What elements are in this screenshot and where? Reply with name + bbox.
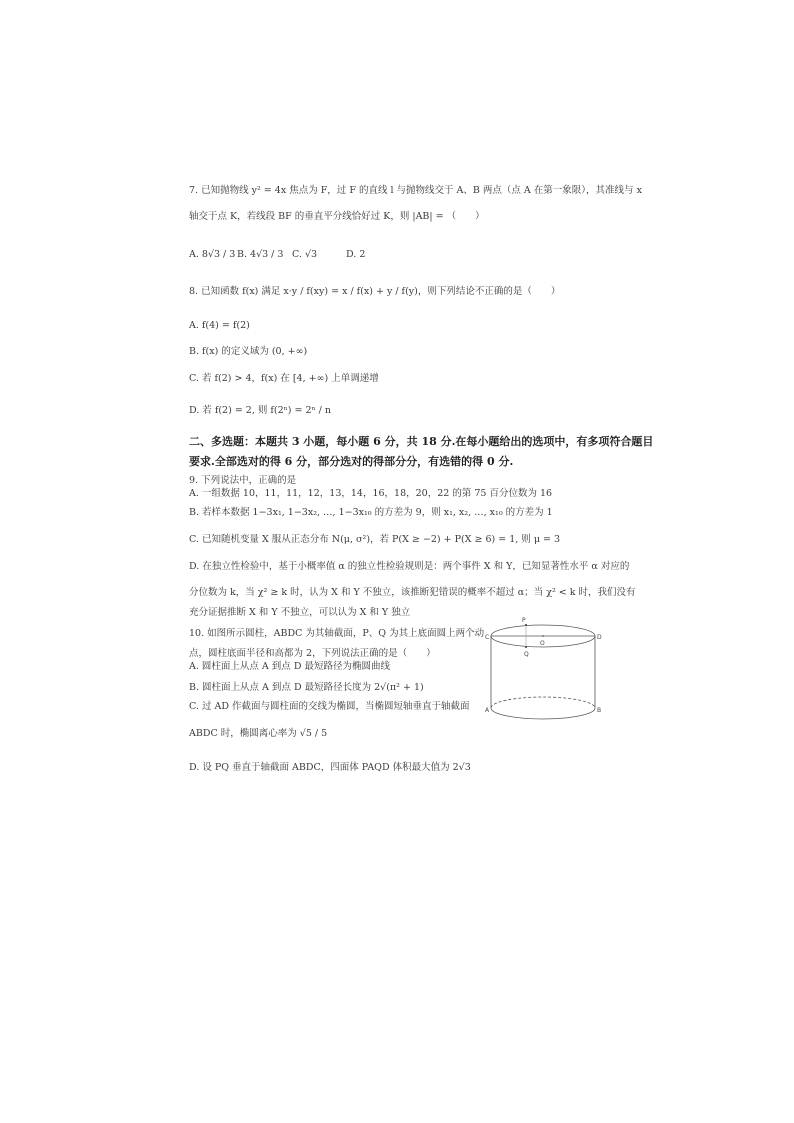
q9-option-d-line3: 充分证据推断 X 和 Y 不独立，可以认为 X 和 Y 独立	[189, 607, 411, 618]
q9-stem: 9. 下列说法中，正确的是	[189, 475, 297, 486]
q8-option-c: C. 若 f(2) > 4，f(x) 在 [4, +∞) 上单调递增	[189, 373, 379, 384]
q9-option-d-line1: D. 在独立性检验中，基于小概率值 α 的独立性检验规则是：两个事件 X 和 Y，已知显著性水平 α 对应的	[189, 561, 630, 572]
q8-stem: 8. 已知函数 f(x) 满足 x·y / f(xy) = x / f(x) + y / f(y)，则下列结论不正确的是（ ）	[189, 286, 561, 297]
bottom-base-front-arc	[491, 708, 595, 719]
label-c: C	[485, 634, 490, 641]
q9-option-c: C. 已知随机变量 X 服从正态分布 N(μ, σ²)，若 P(X ≥ −2) + P(X ≥ 6) = 1, 则 μ = 3	[189, 534, 561, 545]
q10-option-c-line1: C. 过 AD 作截面与圆柱面的交线为椭圆，当椭圆短轴垂直于轴截面	[189, 701, 470, 712]
point-q	[525, 646, 527, 648]
q8-option-a: A. f(4) = f(2)	[189, 320, 250, 331]
q9-option-b: B. 若样本数据 1−3x₁, 1−3x₂, …, 1−3x₁₀ 的方差为 9，则 x₁, x₂, …, x₁₀ 的方差为 1	[189, 507, 553, 518]
q7-option-a: A. 8√3 / 3	[189, 249, 236, 260]
label-a: A	[485, 707, 490, 714]
q8-option-d: D. 若 f(2) = 2, 则 f(2ⁿ) = 2ⁿ / n	[189, 405, 332, 416]
q10-stem-line2: 点，圆柱底面半径和高都为 2，下列说法正确的是（ ）	[189, 648, 436, 659]
q9-option-d-line2: 分位数为 k，当 χ² ≥ k 时，认为 X 和 Y 不独立，该推断犯错误的概率不超过 α；当 χ² < k 时，我们没有	[189, 587, 636, 598]
cylinder-figure	[484, 612, 604, 722]
bottom-base-back-arc	[491, 697, 595, 708]
q7-option-c: C. √3	[292, 249, 318, 260]
point-p	[525, 624, 527, 626]
label-b: B	[597, 707, 602, 714]
section2-heading-line1: 二、多选题：本题共 3 小题，每小题 6 分，共 18 分.在每小题给出的选项中，有多项符合题目	[189, 435, 654, 448]
q10-option-d: D. 设 PQ 垂直于轴截面 ABDC，四面体 PAQD 体积最大值为 2√3	[189, 762, 471, 773]
q7-option-d: D. 2	[346, 249, 366, 260]
point-o	[542, 635, 544, 637]
q10-stem-line1: 10. 如图所示圆柱，ABDC 为其轴截面，P、Q 为其上底面圆上两个动	[189, 628, 485, 639]
q7-stem-line1: 7. 已知抛物线 y² = 4x 焦点为 F，过 F 的直线 l 与抛物线交于 A、B 两点（点 A 在第一象限），其准线与 x	[189, 185, 642, 196]
q10-option-c-line2: ABDC 时，椭圆离心率为 √5 / 5	[189, 728, 328, 739]
label-d: D	[597, 634, 602, 641]
q7-option-b: B. 4√3 / 3	[237, 249, 284, 260]
label-p: P	[522, 617, 526, 624]
q10-option-a: A. 圆柱面上从点 A 到点 D 最短路径为椭圆曲线	[189, 661, 390, 672]
q9-option-a: A. 一组数据 10，11，11，12，13，14，16，18，20，22 的第 75 百分位数为 16	[189, 488, 553, 499]
q7-stem-line2: 轴交于点 K，若线段 BF 的垂直平分线恰好过 K，则 |AB| = （ ）	[189, 211, 485, 222]
q10-option-b: B. 圆柱面上从点 A 到点 D 最短路径长度为 2√(π² + 1)	[189, 682, 424, 693]
label-o: O	[540, 640, 545, 647]
label-q: Q	[524, 651, 529, 658]
section2-heading-line2: 要求.全部选对的得 6 分，部分选对的得部分分，有选错的得 0 分.	[189, 455, 514, 468]
q8-option-b: B. f(x) 的定义域为 (0, +∞)	[189, 346, 308, 357]
